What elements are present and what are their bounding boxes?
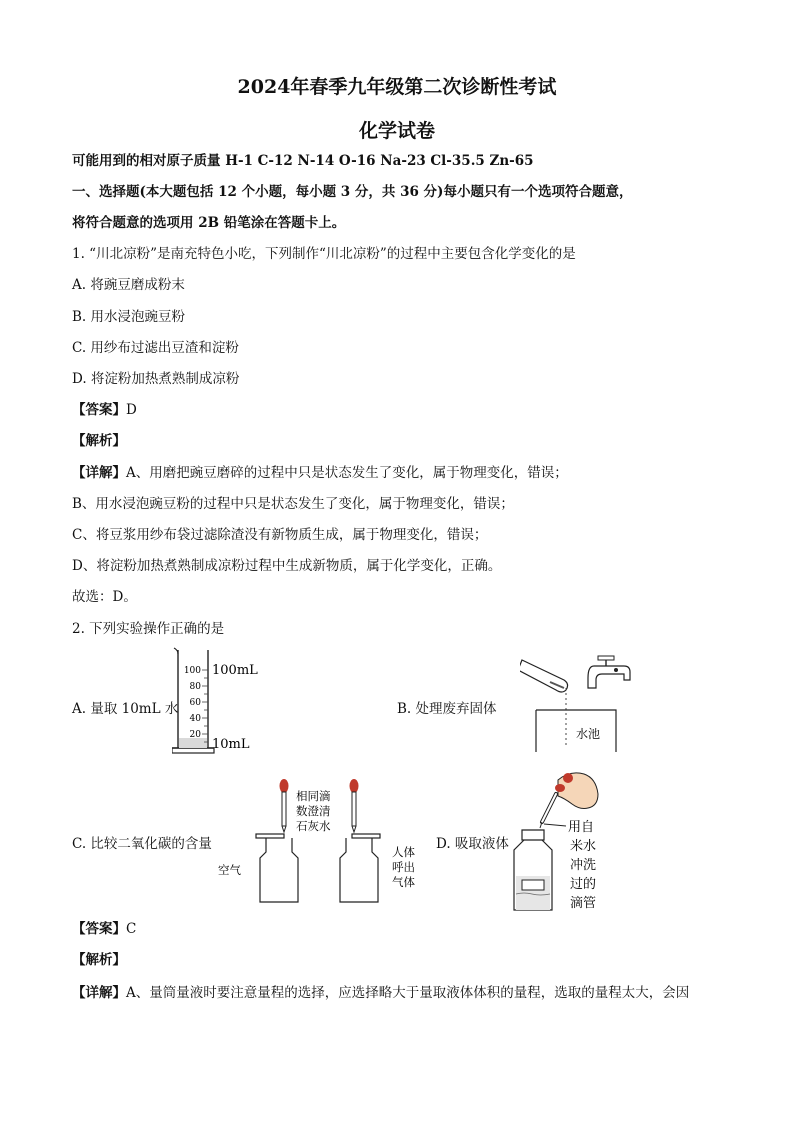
detail-text: A、用磨把豌豆磨碎的过程中只是状态发生了变化，属于物理变化，错误； xyxy=(126,465,568,481)
q2-detail-a xyxy=(72,984,689,1002)
dropper-bulb-icon xyxy=(563,773,573,783)
dropper-note-line4: 过的 xyxy=(570,877,597,892)
right-bottle-label-line2: 呼出 xyxy=(392,860,415,874)
q2-analysis xyxy=(72,951,126,969)
sink-label: 水池 xyxy=(576,727,601,741)
section-instruction-line1: 一、选择题(本大题包括 12 个小题，每小题 3 分，共 36 分)每小题只有一个选项符合题意， xyxy=(72,184,633,200)
q1-detail-a xyxy=(72,464,568,482)
atomic-mass-note: 可能用到的相对原子质量 H-1 C-12 N-14 O-16 Na-23 Cl-35.5 Zn-65 xyxy=(72,153,534,169)
cylinder-volume-label: 10mL xyxy=(212,737,250,752)
dropper-note-line2: 数澄清 xyxy=(296,804,331,818)
detail-text: A、量筒量液时要注意量程的选择，应选择略大于量取液体体积的量程，选取的量程太大，会因 xyxy=(126,985,690,1001)
q1-analysis xyxy=(72,432,126,450)
detail-tag: 【详解】 xyxy=(72,465,126,481)
answer-tag: 【答案】 xyxy=(72,402,126,418)
q1-answer xyxy=(72,401,137,419)
right-bottle-label-line3: 气体 xyxy=(392,875,415,889)
dropper-bulb-icon xyxy=(280,779,289,793)
answer-value: C xyxy=(126,921,137,937)
right-bottle-label-line1: 人体 xyxy=(392,845,415,859)
waste-disposal-figure xyxy=(520,648,640,752)
dropper-note-line3: 冲洗 xyxy=(570,858,597,873)
dropper-figure xyxy=(510,766,610,914)
dropper-note-line1: 用自 xyxy=(568,820,595,835)
q1-detail-b: B、用水浸泡豌豆粉的过程中只是状态发生了变化，属于物理变化，错误； xyxy=(72,496,514,512)
q2-option-d: D. 吸取液体 xyxy=(436,836,509,852)
dropper-note-line2: 米水 xyxy=(570,839,597,854)
analysis-tag: 【解析】 xyxy=(72,433,126,449)
q2-stem: 2. 下列实验操作正确的是 xyxy=(72,621,225,637)
cylinder-tick-40: 40 xyxy=(189,714,201,724)
detail-tag: 【详解】 xyxy=(72,985,126,1001)
graduated-cylinder-figure xyxy=(172,646,268,758)
dropper-note-line1: 相同滴 xyxy=(296,789,331,803)
page-subtitle: 化学试卷 xyxy=(358,120,435,142)
q2-option-c: C. 比较二氧化碳的含量 xyxy=(72,836,212,852)
q2-option-a: A. 量取 10mL 水 xyxy=(72,701,179,717)
dropper-bulb-icon xyxy=(350,779,359,793)
q1-option-d: D. 将淀粉加热煮熟制成凉粉 xyxy=(72,371,240,387)
q1-option-a: A. 将豌豆磨成粉末 xyxy=(72,277,185,293)
section-instruction-line2: 将符合题意的选项用 2B 铅笔涂在答题卡上。 xyxy=(72,215,346,231)
q1-conclusion: 故选：D。 xyxy=(72,589,137,605)
cylinder-capacity-label: 100mL xyxy=(212,663,258,678)
answer-tag: 【答案】 xyxy=(72,921,126,937)
q1-option-b: B. 用水浸泡豌豆粉 xyxy=(72,309,186,325)
cylinder-tick-100: 100 xyxy=(183,666,201,676)
analysis-tag: 【解析】 xyxy=(72,952,126,968)
q1-stem: 1. “川北凉粉”是南充特色小吃，下列制作“川北凉粉”的过程中主要包含化学变化的是 xyxy=(72,246,576,262)
q1-option-c: C. 用纱布过滤出豆渣和淀粉 xyxy=(72,340,239,356)
q1-detail-d: D、将淀粉加热煮熟制成凉粉过程中生成新物质，属于化学变化，正确。 xyxy=(72,558,502,574)
co2-comparison-figure xyxy=(214,774,424,906)
cylinder-tick-60: 60 xyxy=(189,698,201,708)
dropper-note-line3: 石灰水 xyxy=(296,819,331,833)
left-bottle-label: 空气 xyxy=(218,863,241,877)
answer-value: D xyxy=(126,402,137,418)
page-title: 2024年春季九年级第二次诊断性考试 xyxy=(237,76,557,98)
dropper-note-line5: 滴管 xyxy=(570,896,597,911)
cylinder-tick-80: 80 xyxy=(189,682,201,692)
q1-detail-c: C、将豆浆用纱布袋过滤除渣没有新物质生成，属于物理变化，错误； xyxy=(72,527,488,543)
cylinder-tick-20: 20 xyxy=(189,730,201,740)
q2-option-b: B. 处理废弃固体 xyxy=(397,701,497,717)
q2-answer xyxy=(72,920,136,938)
